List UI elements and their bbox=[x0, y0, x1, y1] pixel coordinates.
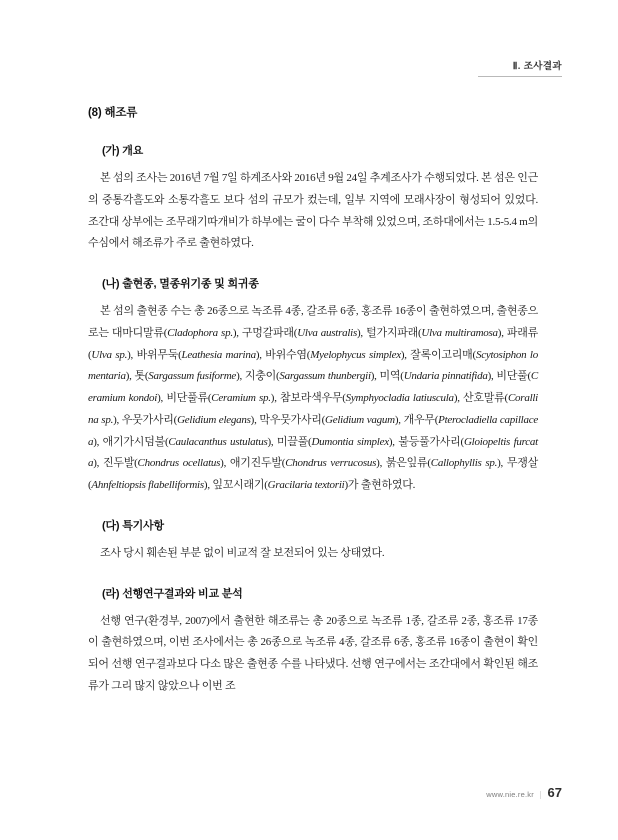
subsection-notes bbox=[88, 517, 538, 565]
subsection-heading: (나) 출현종, 멸종위기종 및 희귀종 bbox=[102, 278, 259, 291]
page-title: (8) 해조류 bbox=[88, 107, 138, 119]
running-header bbox=[513, 58, 562, 72]
subsection-comparison bbox=[88, 585, 538, 698]
page-content bbox=[88, 104, 538, 718]
paragraph: 본 섬의 출현종 수는 총 26종으로 녹조류 4종, 갈조류 6종, 홍조류 16종이 출현하였으며, 출현종으로는 대마디말류(Cladophora sp.), 구멍갈파래(Ulva australis), 털가지파래(Ulva multiramosa), 파래류(Ulva sp.), 바위무둑(Leathesia marina), 바위수염(Myelophycus simplex), 잘록이고리매(Scytosiphon lomentaria), 톳(Sargassum fusiforme), 지충이(Sargassum thunbergii), 미역(Undaria pinnatifida), 비단풀(Ceramium kondoi), 비단풀류(Ceramium sp.), 참보라색우무(Symphyocladia latiuscula), 산호말류(Corallina sp.), 우뭇가사리(Gelidium elegans), 막우뭇가사리(Gelidium vagum), 개우무(Pterocladiella capillacea), 애기가시덤불(Caulacanthus ustulatus), 미끌풀(Dumontia simplex), 불등풀가사리(Gloiopeltis furcata), 진두발(Chondrus ocellatus), 애기진두발(Chondrus verrucosus), 붉은잎류(Callophyllis sp.), 무쟁살(Ahnfeltiopsis flabelliformis), 잎꼬시래기(Gracilaria textorii)가 출현하였다. bbox=[88, 305, 538, 492]
page-number: 67 bbox=[547, 785, 562, 800]
header-rule bbox=[478, 76, 562, 77]
header-numeral: Ⅱ. bbox=[512, 62, 521, 72]
subsection-heading: (다) 특기사항 bbox=[102, 519, 164, 532]
subsection-heading: (가) 개요 bbox=[102, 145, 144, 157]
paragraph: 조사 당시 훼손된 부분 없이 비교적 잘 보전되어 있는 상태였다. bbox=[100, 546, 385, 559]
paragraph: 본 섬의 조사는 2016년 7월 7일 하계조사와 2016년 9월 24일 추계조사가 수행되었다. 본 섬은 인근의 중통각흘도와 소통각흘도 보다 섬의 규모가 컸는데, 일부 지역에 모래사장이 형성되어 있었다. 조간대 상부에는 조무래기따개비가 하부에는 굴이 다수 부착해 있었으며, 조하대에서는 1.5-5.4 m의 수심에서 해조류가 주로 출현하였다. bbox=[88, 172, 538, 250]
footer-url: www.nie.re.kr bbox=[486, 790, 534, 799]
footer-separator: | bbox=[539, 790, 542, 799]
paragraph: 선행 연구(환경부, 2007)에서 출현한 해조류는 총 20종으로 녹조류 1종, 갈조류 2종, 홍조류 17종이 출현하였으며, 이번 조사에서는 총 26종으로 녹조류 4종, 갈조류 6종, 홍조류 16종이 출현이 확인되어 선행 연구결과보다 다소 많은 출현종 수를 나타냈다. 선행 연구에서는 조간대에서 확인된 해조류가 그리 많지 않았으나 이번 조 bbox=[88, 614, 538, 693]
subsection-heading: (라) 선행연구결과와 비교 분석 bbox=[102, 587, 243, 600]
subsection-overview bbox=[88, 142, 538, 255]
page-footer bbox=[486, 785, 562, 800]
header-title: 조사결과 bbox=[523, 61, 562, 72]
subsection-species bbox=[88, 275, 538, 497]
